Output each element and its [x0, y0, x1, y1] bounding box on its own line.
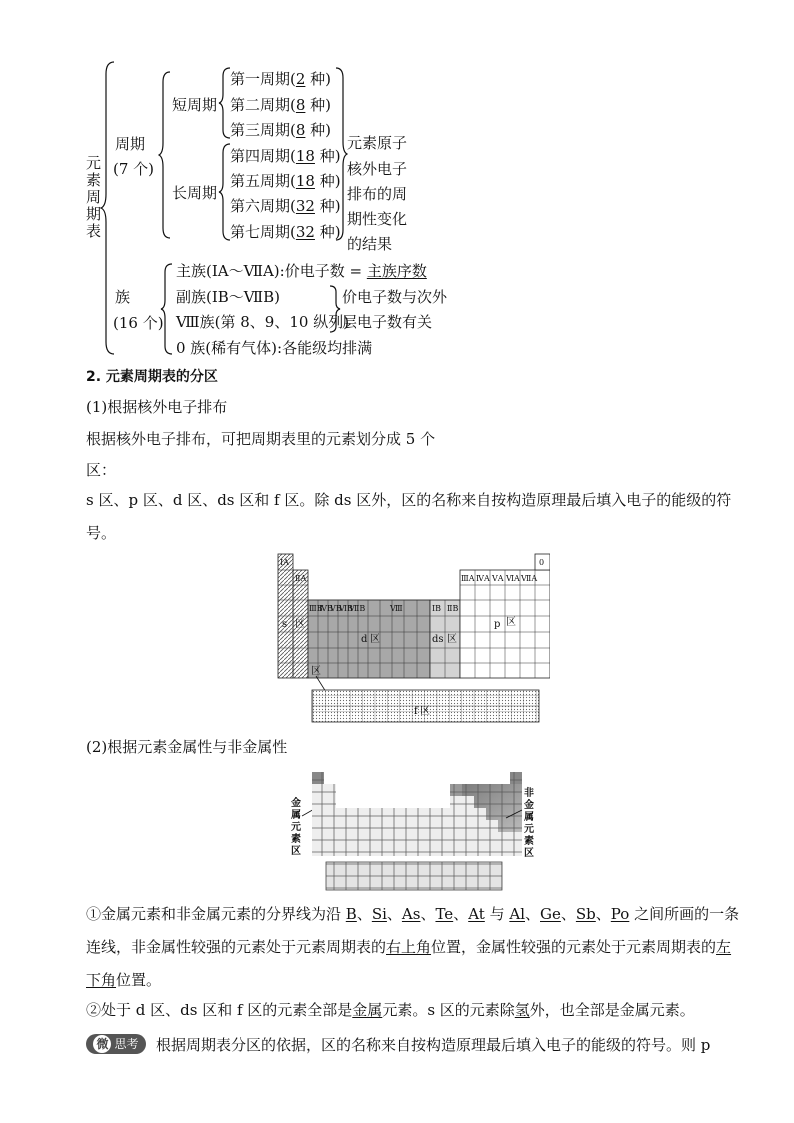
period-count: (7 个) — [113, 160, 155, 178]
ds-zone-suffix: 区 — [447, 634, 457, 645]
sub-heading-2: (2)根据元素金属性与非金属性 — [86, 738, 288, 756]
period-label: 周期 — [115, 135, 146, 153]
nonmetal-label-2: 金 — [524, 800, 534, 811]
short-item-3: 第三周期(8 种) — [230, 121, 332, 139]
paragraph-1b: 区： — [86, 461, 117, 479]
think-badge-text: 思考 — [114, 1037, 139, 1051]
think-badge — [86, 1034, 146, 1054]
metal-label-3: 元 — [291, 822, 301, 833]
table-body — [312, 772, 522, 856]
nonmetal-label-1: 非 — [524, 788, 534, 799]
short-period-label: 短周期 — [172, 96, 218, 114]
sub-heading-1: (1)根据核外电子排布 — [86, 398, 228, 416]
paragraph-2: s 区、p 区、d 区、ds 区和 f 区。除 ds 区外，区的名称来自按构造原理最后填入电子的能级的符号。 — [86, 491, 732, 542]
s-zone-label: s — [282, 619, 288, 630]
f-arrow-label: 区 — [311, 666, 321, 677]
nonmetal-label-3: 属 — [524, 812, 534, 823]
section-title: 2. 元素周期表的分区 — [86, 369, 218, 385]
label-iva: ⅣA — [476, 574, 490, 583]
label-vib: ⅥB — [339, 604, 353, 613]
period-note-2: 核外电子 — [347, 160, 408, 178]
metal-label-1: 金 — [291, 798, 301, 809]
f-zone-label: f — [414, 706, 418, 717]
label-iia: ⅡA — [295, 574, 307, 583]
period-note-4: 期性变化 — [347, 210, 408, 228]
group-brace — [160, 262, 174, 356]
label-via: ⅥA — [506, 574, 520, 583]
label-iiia: ⅢA — [461, 574, 475, 583]
sub-note-2: 层电子数有关 — [342, 313, 433, 331]
label-ia: ⅠA — [280, 558, 289, 567]
long-item-1: 第四周期(18 种) — [230, 147, 341, 165]
label-ib: ⅠB — [432, 604, 442, 613]
p-zone-label: p — [494, 619, 501, 630]
period-brace — [158, 70, 172, 240]
label-viia: ⅦA — [521, 574, 538, 583]
period-note-5: 的结果 — [347, 235, 393, 253]
periodic-table-blocks-figure — [276, 552, 550, 724]
d-zone-label: d — [361, 634, 368, 645]
label-viib: ⅦB — [349, 604, 366, 613]
think-badge-icon: 微 — [93, 1035, 111, 1053]
d-zone-suffix: 区 — [370, 634, 380, 645]
period-note-3: 排布的周 — [347, 185, 408, 203]
short-item-1: 第一周期(2 种) — [230, 70, 332, 88]
label-iiib: ⅢB — [309, 604, 323, 613]
paragraph-4: ②处于 d 区、ds 区和 f 区的元素全部是金属元素。s 区的元素除氢外，也全部是金属元素。 — [86, 1001, 695, 1019]
paragraph-1a: 根据核外电子排布，可把周期表里的元素划分成 5 个 — [86, 430, 436, 448]
label-viii: Ⅷ — [390, 604, 403, 613]
metal-nonmetal-figure — [286, 768, 546, 894]
label-vb: ⅤB — [330, 604, 342, 613]
metal-label-4: 素 — [291, 834, 301, 845]
ds-zone-label: ds — [432, 634, 444, 645]
short-item-2: 第二周期(8 种) — [230, 96, 332, 114]
group-sub: 副族(ⅠB～ⅦB) — [176, 288, 281, 306]
period-note-1: 元素原子 — [347, 134, 408, 152]
group-label: 族 — [115, 288, 131, 306]
sub-note-1: 价电子数与次外 — [342, 288, 448, 306]
long-item-2: 第五周期(18 种) — [230, 172, 341, 190]
group-main: 主族(ⅠA～ⅦA):价电子数 = 主族序数 — [176, 262, 427, 280]
tree-root-label: 元素周期表 — [84, 155, 102, 240]
long-period-label: 长周期 — [172, 184, 218, 202]
paragraph-3: ①金属元素和非金属元素的分界线为沿 B、Si、As、Te、At 与 Al、Ge、Sb、Po 之间所画的一条连线，非金属性较强的元素处于元素周期表的右上角位置，金属性较强的元素处于元素周期表的左下角位置。 — [86, 905, 740, 989]
long-item-4: 第七周期(32 种) — [230, 223, 341, 241]
sub-group-brace — [328, 284, 342, 334]
metal-label-5: 区 — [291, 846, 301, 857]
p-zone-suffix: 区 — [506, 617, 516, 628]
metal-label-2: 属 — [291, 810, 301, 821]
label-va: ⅤA — [492, 574, 504, 583]
group-viii: Ⅷ族(第 8、9、10 纵列) — [176, 313, 350, 331]
think-question: 根据周期表分区的依据，区的名称来自按构造原理最后填入电子的能级的符号。则 p — [156, 1036, 711, 1054]
f-zone-suffix: 区 — [420, 706, 430, 717]
label-zero: 0 — [539, 558, 545, 567]
nonmetal-label-6: 区 — [524, 848, 534, 859]
nonmetal-label-4: 元 — [524, 824, 534, 835]
label-ivb: ⅣB — [319, 604, 333, 613]
s-zone-suffix: 区 — [295, 619, 305, 630]
nonmetal-label-5: 素 — [524, 836, 534, 847]
group-count: (16 个) — [113, 314, 164, 332]
periods-right-brace — [334, 66, 348, 242]
group-zero: 0 族(稀有气体):各能级均排满 — [176, 339, 373, 357]
long-item-3: 第六周期(32 种) — [230, 197, 341, 215]
f-block-arrow — [316, 676, 326, 692]
label-iib: ⅡB — [447, 604, 459, 613]
